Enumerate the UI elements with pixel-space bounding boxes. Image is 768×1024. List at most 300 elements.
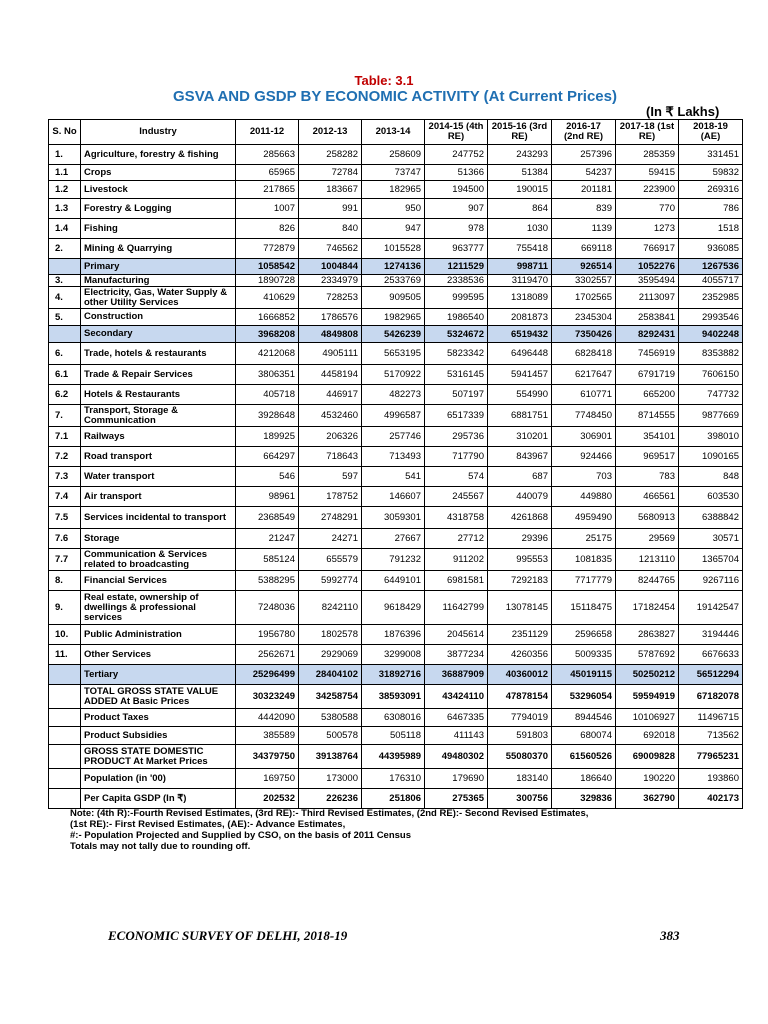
value-cell: 924466 xyxy=(552,447,616,467)
value-cell: 926514 xyxy=(552,259,616,275)
industry-cell: Product Taxes xyxy=(81,709,236,727)
value-cell: 285359 xyxy=(616,145,679,165)
value-cell: 25175 xyxy=(552,529,616,549)
value-cell: 4260356 xyxy=(488,645,552,665)
value-cell: 7794019 xyxy=(488,709,552,727)
value-cell: 245567 xyxy=(425,487,488,507)
value-cell: 2929069 xyxy=(299,645,362,665)
serial-number-cell: 7.1 xyxy=(49,427,81,447)
value-cell: 193860 xyxy=(679,769,743,789)
footer-title: ECONOMIC SURVEY OF DELHI, 2018-19 xyxy=(108,928,348,943)
serial-number-cell xyxy=(49,685,81,709)
note-line: #:- Population Projected and Supplied by CSO, on the basis of 2011 Census xyxy=(70,830,412,841)
value-cell: 6828418 xyxy=(552,343,616,365)
value-cell: 3059301 xyxy=(362,507,425,529)
value-cell: 183140 xyxy=(488,769,552,789)
value-cell: 56512294 xyxy=(679,665,743,685)
value-cell: 411143 xyxy=(425,727,488,745)
serial-number-cell: 7.4 xyxy=(49,487,81,507)
value-cell: 21247 xyxy=(236,529,299,549)
industry-cell: Secondary xyxy=(81,326,236,343)
industry-cell: Livestock xyxy=(81,181,236,199)
industry-cell: Electricity, Gas, Water Supply & other Utility Services xyxy=(81,287,236,309)
value-cell: 747732 xyxy=(679,385,743,405)
value-cell: 7717779 xyxy=(552,571,616,591)
value-cell: 310201 xyxy=(488,427,552,447)
value-cell: 1030 xyxy=(488,219,552,239)
value-cell: 67182078 xyxy=(679,685,743,709)
value-cell: 1786576 xyxy=(299,309,362,326)
value-cell: 190015 xyxy=(488,181,552,199)
table-row xyxy=(49,529,743,549)
value-cell: 5009335 xyxy=(552,645,616,665)
value-cell: 44395989 xyxy=(362,745,425,769)
value-cell: 8714555 xyxy=(616,405,679,427)
value-cell: 30571 xyxy=(679,529,743,549)
value-cell: 786 xyxy=(679,199,743,219)
value-cell: 978 xyxy=(425,219,488,239)
column-header: 2013-14 xyxy=(362,120,425,145)
value-cell: 34258754 xyxy=(299,685,362,709)
industry-cell: GROSS STATE DOMESTIC PRODUCT At Market Prices xyxy=(81,745,236,769)
value-cell: 3928648 xyxy=(236,405,299,427)
value-cell: 98961 xyxy=(236,487,299,507)
value-cell: 766917 xyxy=(616,239,679,259)
value-cell: 285663 xyxy=(236,145,299,165)
value-cell: 718643 xyxy=(299,447,362,467)
value-cell: 50250212 xyxy=(616,665,679,685)
value-cell: 202532 xyxy=(236,789,299,809)
serial-number-cell: 7.2 xyxy=(49,447,81,467)
value-cell: 405718 xyxy=(236,385,299,405)
value-cell: 703 xyxy=(552,467,616,487)
value-cell: 247752 xyxy=(425,145,488,165)
value-cell: 206326 xyxy=(299,427,362,447)
value-cell: 5388295 xyxy=(236,571,299,591)
value-cell: 6676633 xyxy=(679,645,743,665)
serial-number-cell: 7.5 xyxy=(49,507,81,529)
industry-cell: Crops xyxy=(81,165,236,181)
value-cell: 51384 xyxy=(488,165,552,181)
value-cell: 6881751 xyxy=(488,405,552,427)
value-cell: 275365 xyxy=(425,789,488,809)
value-cell: 7748450 xyxy=(552,405,616,427)
value-cell: 31892716 xyxy=(362,665,425,685)
industry-cell: Real estate, ownership of dwellings & professional services xyxy=(81,591,236,625)
value-cell: 1273 xyxy=(616,219,679,239)
serial-number-cell: 10. xyxy=(49,625,81,645)
serial-number-cell xyxy=(49,769,81,789)
value-cell: 40360012 xyxy=(488,665,552,685)
value-cell: 169750 xyxy=(236,769,299,789)
value-cell: 223900 xyxy=(616,181,679,199)
serial-number-cell: 9. xyxy=(49,591,81,625)
value-cell: 9267116 xyxy=(679,571,743,591)
industry-cell: TOTAL GROSS STATE VALUE ADDED At Basic Prices xyxy=(81,685,236,709)
table-row xyxy=(49,549,743,571)
table-row xyxy=(49,405,743,427)
value-cell: 182965 xyxy=(362,181,425,199)
value-cell: 826 xyxy=(236,219,299,239)
value-cell: 226236 xyxy=(299,789,362,809)
note-line: Note: (4th R):-Fourth Revised Estimates, (3rd RE):- Third Revised Estimates, (2nd RE):- Second Revised Estimates, xyxy=(70,808,589,819)
serial-number-cell: 5. xyxy=(49,309,81,326)
table-row xyxy=(49,275,743,287)
serial-number-cell: 1.2 xyxy=(49,181,81,199)
value-cell: 4849808 xyxy=(299,326,362,343)
value-cell: 907 xyxy=(425,199,488,219)
serial-number-cell xyxy=(49,745,81,769)
serial-number-cell xyxy=(49,709,81,727)
table-row xyxy=(49,789,743,809)
industry-cell: Road transport xyxy=(81,447,236,467)
value-cell: 10106927 xyxy=(616,709,679,727)
value-cell: 6496448 xyxy=(488,343,552,365)
value-cell: 15118475 xyxy=(552,591,616,625)
page-number: 383 xyxy=(660,928,680,943)
table-row xyxy=(49,343,743,365)
industry-cell: Communication & Services related to broadcasting xyxy=(81,549,236,571)
value-cell: 59832 xyxy=(679,165,743,181)
value-cell: 1007 xyxy=(236,199,299,219)
value-cell: 1890728 xyxy=(236,275,299,287)
value-cell: 680074 xyxy=(552,727,616,745)
column-header: 2011-12 xyxy=(236,120,299,145)
value-cell: 9618429 xyxy=(362,591,425,625)
value-cell: 1802578 xyxy=(299,625,362,645)
table-row xyxy=(49,309,743,326)
value-cell: 911202 xyxy=(425,549,488,571)
value-cell: 385589 xyxy=(236,727,299,745)
industry-cell: Product Subsidies xyxy=(81,727,236,745)
value-cell: 5787692 xyxy=(616,645,679,665)
page-title: GSVA AND GSDP BY ECONOMIC ACTIVITY (At Current Prices) xyxy=(173,88,617,105)
value-cell: 28404102 xyxy=(299,665,362,685)
column-header: 2016-17 (2nd RE) xyxy=(552,120,616,145)
serial-number-cell: 1.3 xyxy=(49,199,81,219)
serial-number-cell: 7.6 xyxy=(49,529,81,549)
table-number: Table: 3.1 xyxy=(354,73,414,88)
value-cell: 2113097 xyxy=(616,287,679,309)
value-cell: 1058542 xyxy=(236,259,299,275)
serial-number-cell: 7.7 xyxy=(49,549,81,571)
industry-cell: Fishing xyxy=(81,219,236,239)
value-cell: 43424110 xyxy=(425,685,488,709)
value-cell: 692018 xyxy=(616,727,679,745)
value-cell: 746562 xyxy=(299,239,362,259)
value-cell: 950 xyxy=(362,199,425,219)
value-cell: 2993546 xyxy=(679,309,743,326)
table-row xyxy=(49,625,743,645)
value-cell: 2562671 xyxy=(236,645,299,665)
value-cell: 482273 xyxy=(362,385,425,405)
value-cell: 178752 xyxy=(299,487,362,507)
value-cell: 963777 xyxy=(425,239,488,259)
value-cell: 53296054 xyxy=(552,685,616,709)
value-cell: 591803 xyxy=(488,727,552,745)
value-cell: 7248036 xyxy=(236,591,299,625)
value-cell: 2345304 xyxy=(552,309,616,326)
table-row xyxy=(49,165,743,181)
value-cell: 1052276 xyxy=(616,259,679,275)
value-cell: 1004844 xyxy=(299,259,362,275)
value-cell: 2081873 xyxy=(488,309,552,326)
value-cell: 6981581 xyxy=(425,571,488,591)
value-cell: 6791719 xyxy=(616,365,679,385)
value-cell: 176310 xyxy=(362,769,425,789)
table-row xyxy=(49,665,743,685)
value-cell: 4905111 xyxy=(299,343,362,365)
value-cell: 190220 xyxy=(616,769,679,789)
value-cell: 258282 xyxy=(299,145,362,165)
value-cell: 189925 xyxy=(236,427,299,447)
serial-number-cell: 8. xyxy=(49,571,81,591)
value-cell: 5941457 xyxy=(488,365,552,385)
table-row xyxy=(49,181,743,199)
value-cell: 38593091 xyxy=(362,685,425,709)
value-cell: 6519432 xyxy=(488,326,552,343)
value-cell: 61560526 xyxy=(552,745,616,769)
value-cell: 4318758 xyxy=(425,507,488,529)
value-cell: 243293 xyxy=(488,145,552,165)
value-cell: 1982965 xyxy=(362,309,425,326)
value-cell: 4055717 xyxy=(679,275,743,287)
serial-number-cell xyxy=(49,259,81,275)
value-cell: 13078145 xyxy=(488,591,552,625)
value-cell: 65965 xyxy=(236,165,299,181)
industry-cell: Primary xyxy=(81,259,236,275)
serial-number-cell: 6.2 xyxy=(49,385,81,405)
value-cell: 269316 xyxy=(679,181,743,199)
value-cell: 73747 xyxy=(362,165,425,181)
value-cell: 999595 xyxy=(425,287,488,309)
value-cell: 69009828 xyxy=(616,745,679,769)
value-cell: 354101 xyxy=(616,427,679,447)
value-cell: 9402248 xyxy=(679,326,743,343)
value-cell: 8353882 xyxy=(679,343,743,365)
units-label: (In ₹ Lakhs) xyxy=(646,104,720,119)
value-cell: 1956780 xyxy=(236,625,299,645)
table-row xyxy=(49,219,743,239)
value-cell: 2748291 xyxy=(299,507,362,529)
industry-cell: Air transport xyxy=(81,487,236,507)
value-cell: 6217647 xyxy=(552,365,616,385)
industry-cell: Agriculture, forestry & fishing xyxy=(81,145,236,165)
column-header: 2015-16 (3rd RE) xyxy=(488,120,552,145)
value-cell: 864 xyxy=(488,199,552,219)
table-row xyxy=(49,685,743,709)
value-cell: 969517 xyxy=(616,447,679,467)
industry-cell: Trade & Repair Services xyxy=(81,365,236,385)
table-row xyxy=(49,287,743,309)
value-cell: 7606150 xyxy=(679,365,743,385)
serial-number-cell: 3. xyxy=(49,275,81,287)
table-row xyxy=(49,487,743,507)
value-cell: 258609 xyxy=(362,145,425,165)
value-cell: 251806 xyxy=(362,789,425,809)
industry-cell: Public Administration xyxy=(81,625,236,645)
value-cell: 2533769 xyxy=(362,275,425,287)
value-cell: 1211529 xyxy=(425,259,488,275)
value-cell: 728253 xyxy=(299,287,362,309)
table-row xyxy=(49,239,743,259)
value-cell: 664297 xyxy=(236,447,299,467)
value-cell: 49480302 xyxy=(425,745,488,769)
value-cell: 3806351 xyxy=(236,365,299,385)
serial-number-cell: 7.3 xyxy=(49,467,81,487)
value-cell: 1986540 xyxy=(425,309,488,326)
value-cell: 1274136 xyxy=(362,259,425,275)
value-cell: 398010 xyxy=(679,427,743,447)
value-cell: 440079 xyxy=(488,487,552,507)
value-cell: 5992774 xyxy=(299,571,362,591)
serial-number-cell: 1. xyxy=(49,145,81,165)
value-cell: 5823342 xyxy=(425,343,488,365)
value-cell: 59594919 xyxy=(616,685,679,709)
table-row xyxy=(49,591,743,625)
value-cell: 179690 xyxy=(425,769,488,789)
table-row xyxy=(49,507,743,529)
value-cell: 7456919 xyxy=(616,343,679,365)
value-cell: 947 xyxy=(362,219,425,239)
note-line: (1st RE):- First Revised Estimates, (AE):- Advance Estimates, xyxy=(70,819,346,830)
value-cell: 11496715 xyxy=(679,709,743,727)
table-row xyxy=(49,727,743,745)
table-row xyxy=(49,571,743,591)
value-cell: 5380588 xyxy=(299,709,362,727)
table-row xyxy=(49,365,743,385)
table-row xyxy=(49,427,743,447)
industry-cell: Hotels & Restaurants xyxy=(81,385,236,405)
value-cell: 5653195 xyxy=(362,343,425,365)
value-cell: 1876396 xyxy=(362,625,425,645)
value-cell: 8944546 xyxy=(552,709,616,727)
column-header: 2017-18 (1st RE) xyxy=(616,120,679,145)
industry-cell: Trade, hotels & restaurants xyxy=(81,343,236,365)
value-cell: 3194446 xyxy=(679,625,743,645)
value-cell: 5316145 xyxy=(425,365,488,385)
value-cell: 257746 xyxy=(362,427,425,447)
value-cell: 546 xyxy=(236,467,299,487)
value-cell: 77965231 xyxy=(679,745,743,769)
value-cell: 27712 xyxy=(425,529,488,549)
column-header: Industry xyxy=(81,120,236,145)
value-cell: 610771 xyxy=(552,385,616,405)
table-row xyxy=(49,745,743,769)
value-cell: 991 xyxy=(299,199,362,219)
value-cell: 25296499 xyxy=(236,665,299,685)
table-notes xyxy=(70,808,670,852)
value-cell: 4959490 xyxy=(552,507,616,529)
serial-number-cell: 7. xyxy=(49,405,81,427)
value-cell: 2351129 xyxy=(488,625,552,645)
table-row xyxy=(49,447,743,467)
value-cell: 2045614 xyxy=(425,625,488,645)
value-cell: 1213110 xyxy=(616,549,679,571)
value-cell: 2863827 xyxy=(616,625,679,645)
serial-number-cell: 6.1 xyxy=(49,365,81,385)
value-cell: 995553 xyxy=(488,549,552,571)
industry-cell: Manufacturing xyxy=(81,275,236,287)
value-cell: 30323249 xyxy=(236,685,299,709)
value-cell: 55080370 xyxy=(488,745,552,769)
note-line: Totals may not tally due to rounding off. xyxy=(70,841,251,852)
industry-cell: Railways xyxy=(81,427,236,447)
value-cell: 936085 xyxy=(679,239,743,259)
value-cell: 3119470 xyxy=(488,275,552,287)
table-row xyxy=(49,709,743,727)
value-cell: 11642799 xyxy=(425,591,488,625)
value-cell: 5324672 xyxy=(425,326,488,343)
industry-cell: Per Capita GSDP (In ₹) xyxy=(81,789,236,809)
value-cell: 446917 xyxy=(299,385,362,405)
table-row xyxy=(49,259,743,275)
value-cell: 217865 xyxy=(236,181,299,199)
column-header: S. No xyxy=(49,120,81,145)
value-cell: 3595494 xyxy=(616,275,679,287)
value-cell: 713562 xyxy=(679,727,743,745)
value-cell: 6449101 xyxy=(362,571,425,591)
value-cell: 770 xyxy=(616,199,679,219)
value-cell: 554990 xyxy=(488,385,552,405)
value-cell: 17182454 xyxy=(616,591,679,625)
value-cell: 39138764 xyxy=(299,745,362,769)
value-cell: 574 xyxy=(425,467,488,487)
value-cell: 194500 xyxy=(425,181,488,199)
value-cell: 201181 xyxy=(552,181,616,199)
value-cell: 507197 xyxy=(425,385,488,405)
value-cell: 295736 xyxy=(425,427,488,447)
value-cell: 717790 xyxy=(425,447,488,467)
value-cell: 665200 xyxy=(616,385,679,405)
column-header: 2014-15 (4th RE) xyxy=(425,120,488,145)
value-cell: 1139 xyxy=(552,219,616,239)
value-cell: 54237 xyxy=(552,165,616,181)
table-row xyxy=(49,199,743,219)
value-cell: 1081835 xyxy=(552,549,616,571)
value-cell: 7292183 xyxy=(488,571,552,591)
value-cell: 173000 xyxy=(299,769,362,789)
table-row xyxy=(49,467,743,487)
value-cell: 909505 xyxy=(362,287,425,309)
table-header-row xyxy=(49,120,743,145)
column-header: 2012-13 xyxy=(299,120,362,145)
value-cell: 3877234 xyxy=(425,645,488,665)
value-cell: 783 xyxy=(616,467,679,487)
value-cell: 713493 xyxy=(362,447,425,467)
value-cell: 1666852 xyxy=(236,309,299,326)
value-cell: 2583841 xyxy=(616,309,679,326)
value-cell: 27667 xyxy=(362,529,425,549)
industry-cell: Storage xyxy=(81,529,236,549)
value-cell: 59415 xyxy=(616,165,679,181)
value-cell: 24271 xyxy=(299,529,362,549)
serial-number-cell: 4. xyxy=(49,287,81,309)
value-cell: 3299008 xyxy=(362,645,425,665)
table-row xyxy=(49,145,743,165)
value-cell: 1318089 xyxy=(488,287,552,309)
value-cell: 186640 xyxy=(552,769,616,789)
value-cell: 2334979 xyxy=(299,275,362,287)
value-cell: 402173 xyxy=(679,789,743,809)
value-cell: 300756 xyxy=(488,789,552,809)
value-cell: 1702565 xyxy=(552,287,616,309)
value-cell: 541 xyxy=(362,467,425,487)
value-cell: 7350426 xyxy=(552,326,616,343)
value-cell: 183667 xyxy=(299,181,362,199)
value-cell: 257396 xyxy=(552,145,616,165)
value-cell: 331451 xyxy=(679,145,743,165)
